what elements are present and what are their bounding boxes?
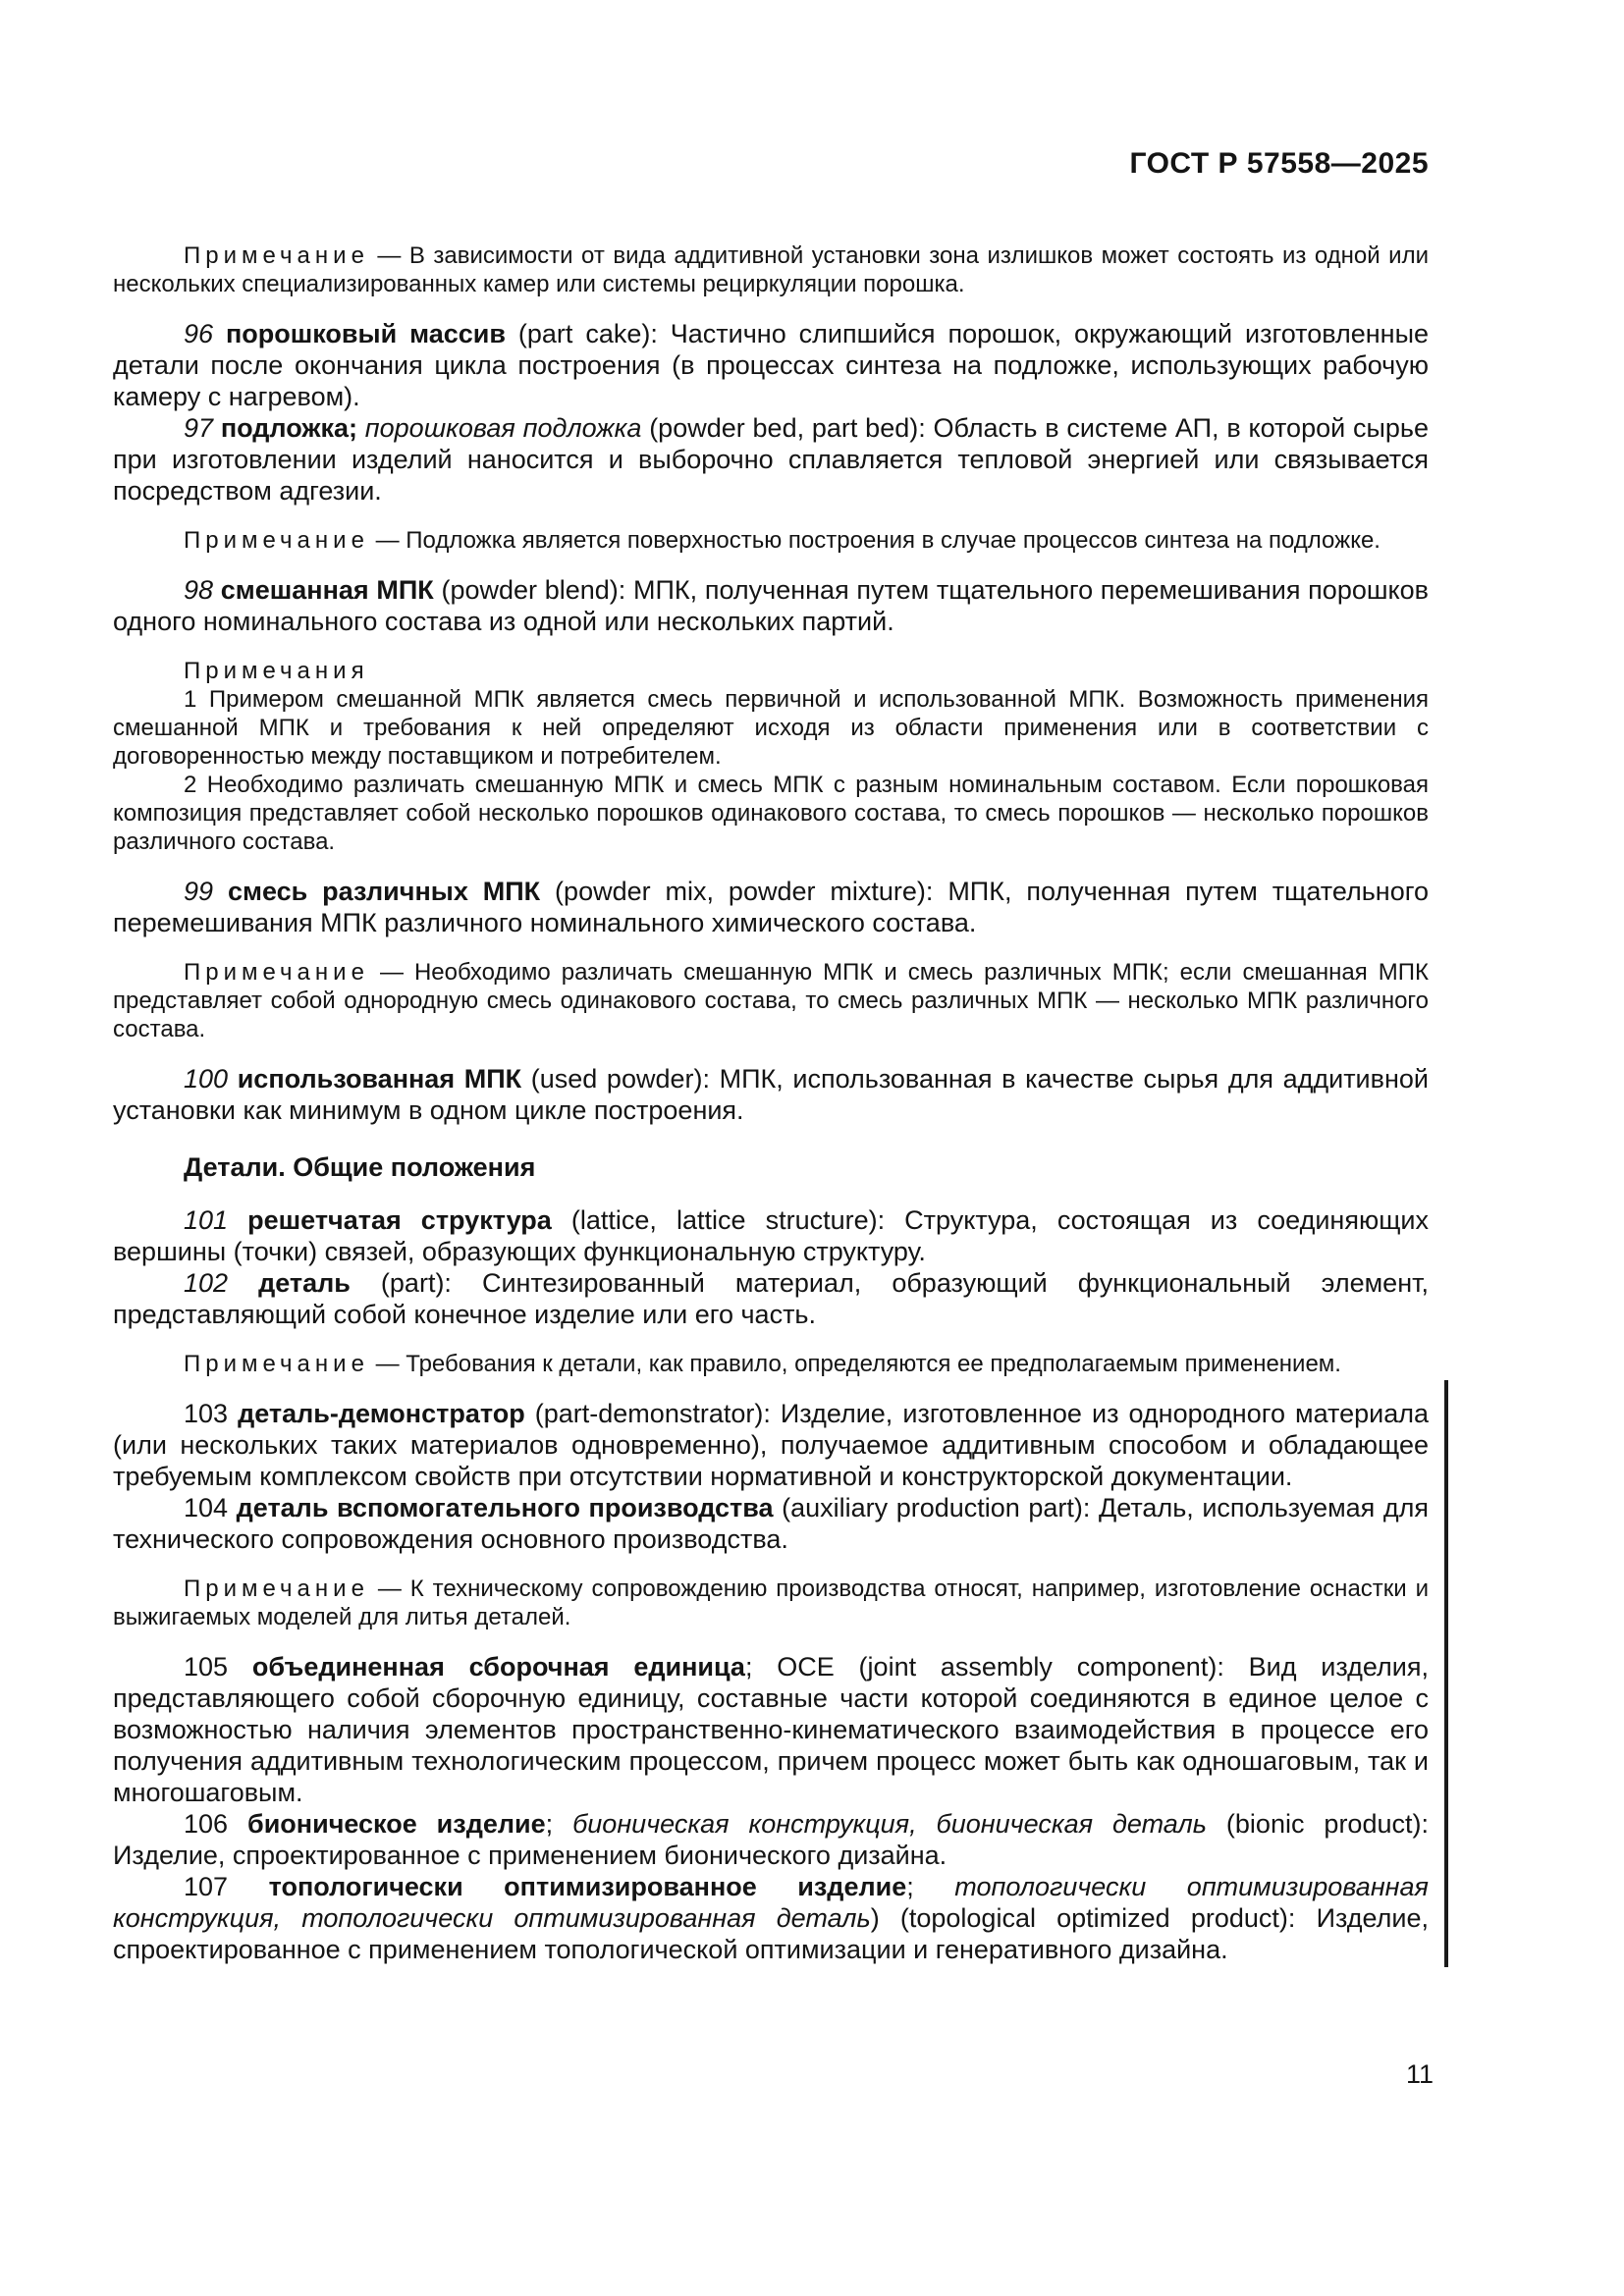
text-segment: использованная МПК — [237, 1064, 522, 1094]
term-paragraph — [113, 876, 1429, 938]
text-segment: подложка; — [220, 413, 365, 443]
text-segment: смесь различных МПК — [227, 877, 541, 906]
text-segment: топологически оптимизированная конструкция, топологически оптимизированная деталь — [113, 1872, 1429, 1933]
note — [113, 1350, 1429, 1378]
text-segment: порошковый массив — [225, 319, 506, 348]
term-paragraph — [113, 1492, 1429, 1555]
document-content — [113, 222, 1429, 1965]
text-segment: ) (topological optimized product): Изделие, спроектированное с применением топологической оптимизации и генеративного дизайна. — [113, 1903, 1429, 1964]
text-segment: (powder mix, powder mixture): МПК, полученная путем тщательного перемешивания МПК различного номинального химического состава. — [113, 877, 1429, 937]
note-item — [113, 771, 1429, 856]
text-segment: 98 — [184, 575, 221, 605]
note — [113, 1575, 1429, 1631]
text-segment: — Требования к детали, как правило, определяются ее предполагаемым применением. — [368, 1351, 1341, 1377]
text-segment: 96 — [184, 319, 226, 348]
text-segment: — Необходимо различать смешанную МПК и смесь различных МПК; если смешанная МПК представляет собой однородную смесь одинакового состава, то смесь различных МПК — несколько МПК различного состава. — [113, 959, 1429, 1042]
text-segment: 106 — [184, 1809, 248, 1839]
text-segment: Примечание — [184, 959, 369, 986]
change-bar — [1444, 1380, 1448, 1967]
text-segment: (part cake): Частично слипшийся порошок, окружающий изготовленные детали после окончания цикла построения (в процессах синтеза на подложке, использующих рабочую камеру с нагревом). — [113, 319, 1429, 411]
text-segment: смешанная МПК — [220, 575, 434, 605]
text-segment: (lattice, lattice structure): Структура, состоящая из соединяющих вершины (точки) связей, образующих функциональную структуру. — [113, 1205, 1429, 1266]
text-segment: Примечание — [184, 1575, 369, 1602]
text-segment: (part): Синтезированный материал, образующий функциональный элемент, представляющий собой конечное изделие или его часть. — [113, 1268, 1429, 1329]
note — [113, 958, 1429, 1043]
text-segment: Примечание — [184, 527, 369, 554]
term-paragraph — [113, 1808, 1429, 1871]
term-paragraph — [113, 318, 1429, 412]
note — [113, 526, 1429, 555]
term-paragraph — [113, 1063, 1429, 1126]
text-segment: 102 — [184, 1268, 259, 1298]
text-segment: деталь вспомогательного производства — [236, 1493, 774, 1522]
text-segment: — Подложка является поверхностью построения в случае процессов синтеза на подложке. — [368, 527, 1380, 554]
text-segment: бионическое изделие — [247, 1809, 546, 1839]
text-segment: 104 — [184, 1493, 237, 1522]
text-segment: (powder blend): МПК, полученная путем тщательного перемешивания порошков одного номинального состава из одной или нескольких партий. — [113, 575, 1429, 636]
text-segment: решетчатая структура — [247, 1205, 552, 1235]
text-segment: (bionic product): Изделие, спроектированное с применением бионического дизайна. — [113, 1809, 1429, 1870]
text-segment: 100 — [184, 1064, 238, 1094]
running-header: ГОСТ Р 57558—2025 — [1129, 147, 1429, 180]
text-segment: Детали. Общие положения — [184, 1152, 536, 1182]
text-segment: Примечания — [184, 658, 369, 684]
note — [113, 241, 1429, 298]
page-number: 11 — [1405, 2059, 1434, 2089]
term-paragraph — [113, 412, 1429, 507]
notes-group — [113, 657, 1429, 856]
text-segment: ; — [545, 1809, 573, 1839]
text-segment: (part-demonstrator): Изделие, изготовленное из однородного материала (или нескольких таких материалов одновременно), получаемое аддитивным способом и обладающее требуемым комплексом свойств при отсутствии нормативной и конструкторской документации. — [113, 1399, 1429, 1491]
text-segment: 97 — [184, 413, 221, 443]
text-segment: 101 — [184, 1205, 248, 1235]
text-segment: порошковая подложка — [364, 413, 642, 443]
text-segment: ; — [906, 1872, 955, 1901]
text-segment: 2 Необходимо различать смешанную МПК и смесь МПК с разным номинальным составом. Если порошковая композиция представляет собой несколько порошков одинакового состава, то смесь порошков — несколько порошков различного состава. — [113, 772, 1429, 855]
text-segment: (auxiliary production part): Деталь, используемая для технического сопровождения основного производства. — [113, 1493, 1429, 1554]
text-segment: топологически оптимизированное изделие — [268, 1872, 907, 1901]
text-segment: Примечание — [184, 242, 369, 269]
text-segment: деталь — [258, 1268, 351, 1298]
text-segment: 1 Примером смешанной МПК является смесь первичной и использованной МПК. Возможность применения смешанной МПК и требования к ней определяют исходя из области применения или в соответствии с договоренностью между поставщиком и потребителем. — [113, 686, 1429, 770]
text-segment: — В зависимости от вида аддитивной установки зона излишков может состоять из одной или нескольких специализированных камер или системы рециркуляции порошка. — [113, 242, 1429, 297]
note-item — [113, 685, 1429, 771]
text-segment: бионическая конструкция, бионическая деталь — [572, 1809, 1207, 1839]
text-segment: объединенная сборочная единица — [251, 1652, 745, 1682]
term-paragraph — [113, 1398, 1429, 1492]
text-segment: — К техническому сопровождению производства относят, например, изготовление оснастки и выжигаемых моделей для литья деталей. — [113, 1575, 1429, 1630]
text-segment: 105 — [184, 1652, 252, 1682]
term-paragraph — [113, 1871, 1429, 1965]
text-segment: ; ОСЕ (joint assembly component): Вид изделия, представляющего собой сборочную единицу, составные части которой соединяются в единое целое с возможностью наличия элементов пространственно-кинематического взаимодействия в процессе его получения аддитивным технологическим процессом, причем процесс может быть как одношаговым, так и многошаговым. — [113, 1652, 1429, 1807]
section-heading — [113, 1151, 1429, 1183]
term-paragraph — [113, 1267, 1429, 1330]
term-paragraph — [113, 1651, 1429, 1808]
text-segment: деталь-демонстратор — [238, 1399, 525, 1428]
text-segment: (used powder): МПК, использованная в качестве сырья для аддитивной установки как минимум в одном цикле построения. — [113, 1064, 1429, 1125]
text-segment: 103 — [184, 1399, 239, 1428]
text-segment: Примечание — [184, 1351, 369, 1377]
text-segment: 107 — [184, 1872, 269, 1901]
notes-label — [113, 657, 1429, 685]
text-segment: 99 — [184, 877, 228, 906]
term-paragraph — [113, 1204, 1429, 1267]
term-paragraph — [113, 574, 1429, 637]
text-segment: (powder bed, part bed): Область в системе АП, в которой сырье при изготовлении изделий наносится и выборочно сплавляется тепловой энергией или связывается посредством адгезии. — [113, 413, 1429, 506]
